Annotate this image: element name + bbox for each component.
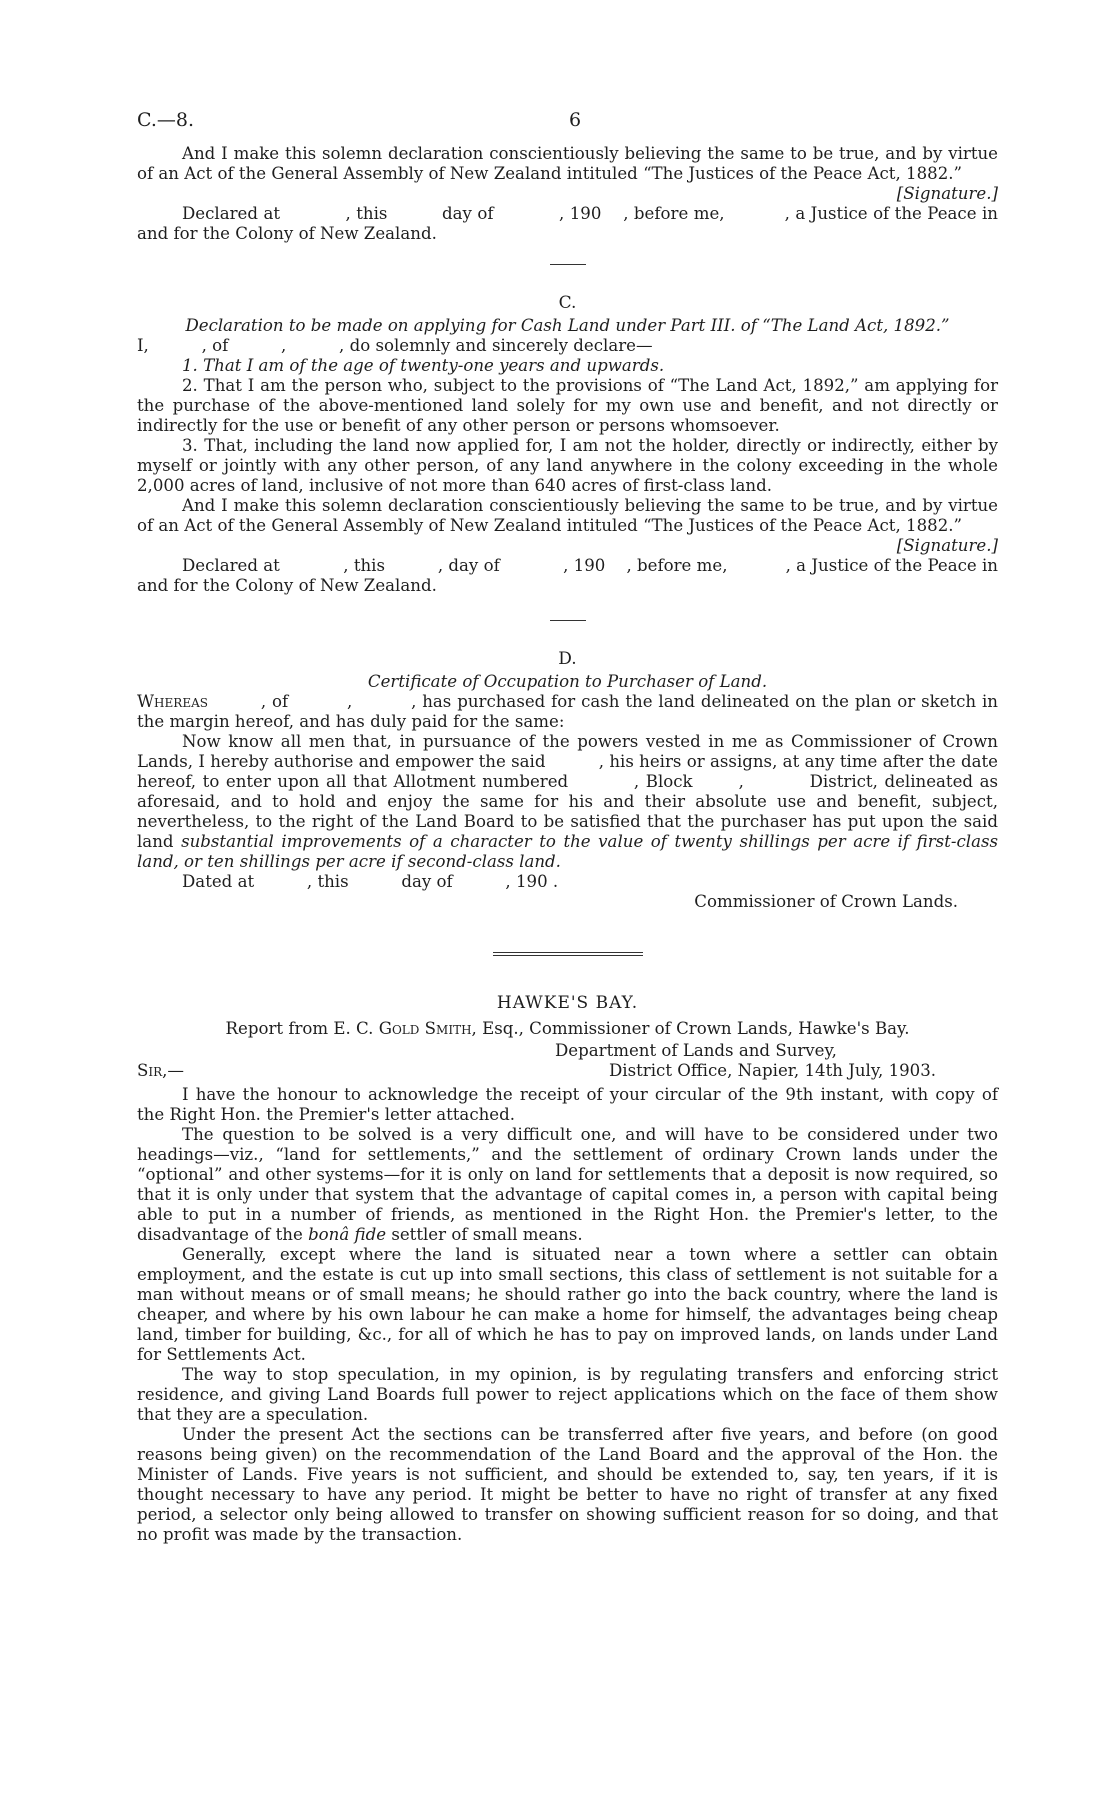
- dated-line: Dated at , this day of , 190 .: [182, 872, 559, 891]
- section-title: Certificate of Occupation to Purchaser of Land.: [367, 672, 768, 691]
- solemn-declaration-paragraph: And I make this solemn declaration conscientiously believing the same to be true, and by virtue of an Act of the General Assembly of New Zealand intituled “The Justices of the Peace Act, 1882.”: [137, 144, 998, 183]
- byline-prefix: Report from E. C.: [225, 1019, 374, 1038]
- whereas-word: Whereas: [137, 692, 208, 711]
- page-number: 6: [569, 109, 582, 131]
- byline-suffix: , Esq., Commissioner of Crown Lands, Hawke's Bay.: [471, 1019, 910, 1038]
- solemn-declaration-paragraph: And I make this solemn declaration conscientiously believing the same to be true, and by virtue of an Act of the General Assembly of New Zealand intituled “The Justices of the Peace Act, 1882.”: [137, 496, 998, 535]
- whereas-paragraph: [137, 692, 1004, 732]
- salutation: Sir,—: [137, 1061, 185, 1080]
- section-letter: C.: [558, 293, 577, 313]
- report-paragraph-2: [137, 1125, 998, 1245]
- improvements-text: substantial improvements of a character to the value of twenty shillings per acre if first-class land, or ten shillings per acre if second-class land.: [137, 832, 1004, 871]
- whereas-text: , of , , has purchased for cash the land delineated on the plan or sketch in the margin hereof, and has duly paid for the same:: [137, 692, 1004, 731]
- office-date-line: District Office, Napier, 14th July, 1903.: [609, 1061, 937, 1080]
- section-b-end: [137, 144, 1004, 244]
- section-divider: [550, 620, 586, 621]
- section-d: [137, 649, 1004, 912]
- declaration-item-1: 1. That I am of the age of twenty-one years and upwards.: [182, 356, 665, 375]
- byline-name: Gold Smith: [378, 1019, 472, 1038]
- report-paragraph-4: The way to stop speculation, in my opinion, is by regulating transfers and enforcing strict residence, and giving Land Boards full power to reject applications which on the face of them show that they are a speculation.: [137, 1365, 998, 1424]
- report-heading: HAWKE'S BAY.: [496, 993, 639, 1013]
- declaration-item-2: 2. That I am the person who, subject to the provisions of “The Land Act, 1892,” am applying for the purchase of the above-mentioned land solely for my own use and benefit, and not directly or indirectly for the use or benefit of any other person or persons whomsoever.: [137, 376, 998, 435]
- double-rule-divider: [493, 952, 643, 953]
- declared-at-line: Declared at , this , day of , 190 , before me, , a Justice of the Peace in and for the Colony of New Zealand.: [137, 556, 1004, 595]
- section-divider: [550, 264, 586, 265]
- report-paragraph-5: Under the present Act the sections can be transferred after five years, and before (on good reasons being given) on the recommendation of the Land Board and the approval of the Hon. the Minister of Lands. Five years is not sufficient, and should be extended to, say, ten years, if it is thought necessary to have any period. It might be better to have no right of transfer at any fixed period, a selector only being allowed to transfer on showing sufficient reason for so doing, and that no profit was made by the transaction.: [137, 1425, 998, 1544]
- authorisation-paragraph: [137, 732, 1004, 872]
- department-line: Department of Lands and Survey,: [555, 1041, 837, 1060]
- section-title: Declaration to be made on applying for Cash Land under Part III. of “The Land Act, 1892.”: [185, 316, 950, 335]
- signature-line: [Signature.]: [896, 184, 998, 203]
- letterhead: [137, 1041, 998, 1085]
- declaration-intro: I, , of , , do solemnly and sincerely declare—: [137, 336, 653, 355]
- section-c: [137, 293, 1004, 596]
- paragraph-2-text: The question to be solved is a very difficult one, and will have to be considered under two headings—viz., “land for settlements,” and the settlement of ordinary Crown lands under the “optional” and other systems—for it is only on land for settlements that a deposit is now required, so that it is only under that system that the advantage of capital comes in, a person with capital being able to put in a number of friends, as mentioned in the Right Hon. the Premier's letter, to the disadvantage of the: [137, 1125, 998, 1244]
- hawkes-bay-report: [137, 993, 998, 1545]
- bona-fide-text: bonâ fide: [308, 1225, 387, 1244]
- document-code: C.—8.: [137, 109, 195, 131]
- commissioner-signature: Commissioner of Crown Lands.: [694, 892, 958, 911]
- declaration-item-3: 3. That, including the land now applied for, I am not the holder, directly or indirectly, either by myself or jointly with any other person, of any land anywhere in the colony exceeding in the whole 2,000 acres of land, inclusive of not more than 640 acres of first-class land.: [137, 436, 998, 495]
- report-byline: [137, 1019, 998, 1039]
- declared-at-line: Declared at , this day of , 190 , before me, , a Justice of the Peace in and for the Colony of New Zealand.: [137, 204, 1004, 243]
- authorisation-text: Now know all men that, in pursuance of the powers vested in me as Commissioner of Crown Lands, I hereby authorise and empower the said , his heirs or assigns, at any time after the date hereof, to enter upon all that Allotment numbered , Block , District, delineated as aforesaid, and to hold and enjoy the same for his and their absolute use and benefit, subject, nevertheless, to the right of the Land Board to be satisfied that the purchaser has put upon the said land: [137, 732, 1004, 851]
- report-paragraph-1: I have the honour to acknowledge the receipt of your circular of the 9th instant, with copy of the Right Hon. the Premier's letter attached.: [137, 1085, 998, 1124]
- report-paragraph-3: Generally, except where the land is situated near a town where a settler can obtain employment, and the estate is cut up into small sections, this class of settlement is not suitable for a man without means or of small means; he should rather go into the back country, where the land is cheaper, and where by his own labour he can make a home for himself, the advantages being cheap land, timber for building, &c., for all of which he has to pay on improved lands, on lands under Land for Settlements Act.: [137, 1245, 998, 1364]
- paragraph-2-end: settler of small means.: [391, 1225, 583, 1244]
- running-head: [137, 110, 998, 144]
- section-letter: D.: [558, 649, 577, 669]
- signature-line: [Signature.]: [896, 536, 998, 555]
